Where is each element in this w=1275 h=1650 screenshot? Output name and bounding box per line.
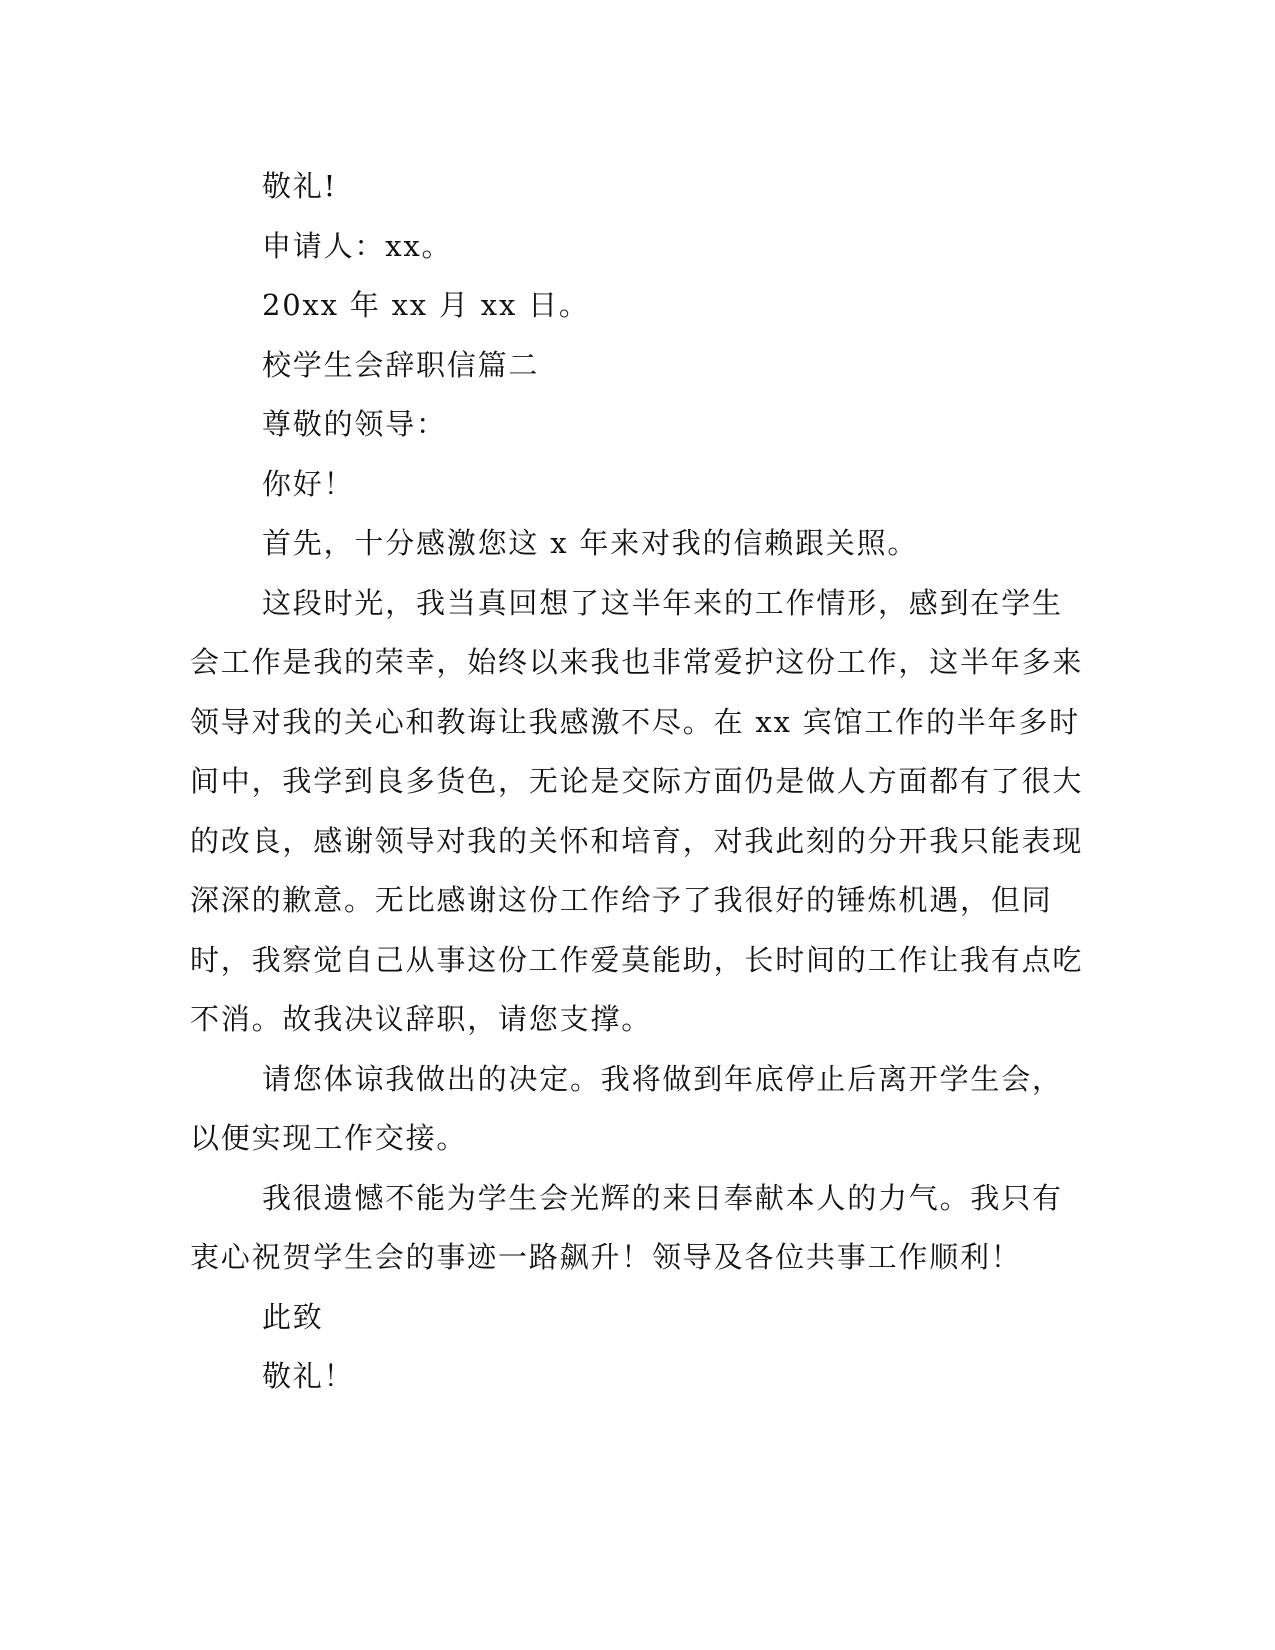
applicant-line: 申请人：xx。 [262, 228, 453, 263]
greeting-recipient: 尊敬的领导： [262, 407, 447, 441]
body-paragraph: 这段时光，我当真回想了这半年来的工作情形，感到在学生会工作是我的荣幸，始终以来我也非常爱护这份工作，这半年多来领导对我的关心和教诲让我感激不尽。在 xx 宾馆工作的半年多时间中，我学到良多货色，无论是交际方面仍是做人方面都有了很大的改良，感谢领导对我的关怀和培育，对我此刻的分开我只能表现深深的歉意。无比感谢这份工作给予了我很好的锤炼机遇，但同时，我察觉自己从事这份工作爱莫能助，长时间的工作让我有点吃不消。故我决议辞职，请您支撑。 [190, 585, 1084, 1036]
body-paragraph: 我很遗憾不能为学生会光辉的来日奉献本人的力气。我只有衷心祝贺学生会的事迹一路飙升！领导及各位共事工作顺利！ [190, 1180, 1063, 1274]
salutation-line: 敬礼! [262, 169, 338, 203]
date-line: 20xx 年 xx 月 xx 日。 [262, 288, 590, 322]
section-title: 校学生会辞职信篇二 [262, 347, 540, 382]
opening-line: 首先，十分感激您这 x 年来对我的信赖跟关照。 [262, 526, 919, 560]
letter-body [190, 157, 1090, 1407]
body-paragraph: 请您体谅我做出的决定。我将做到年底停止后离开学生会，以便实现工作交接。 [190, 1061, 1063, 1155]
closing-line: 此致 [262, 1299, 324, 1334]
closing-respect: 敬礼！ [262, 1359, 355, 1393]
greeting-hello: 你好！ [262, 466, 355, 501]
